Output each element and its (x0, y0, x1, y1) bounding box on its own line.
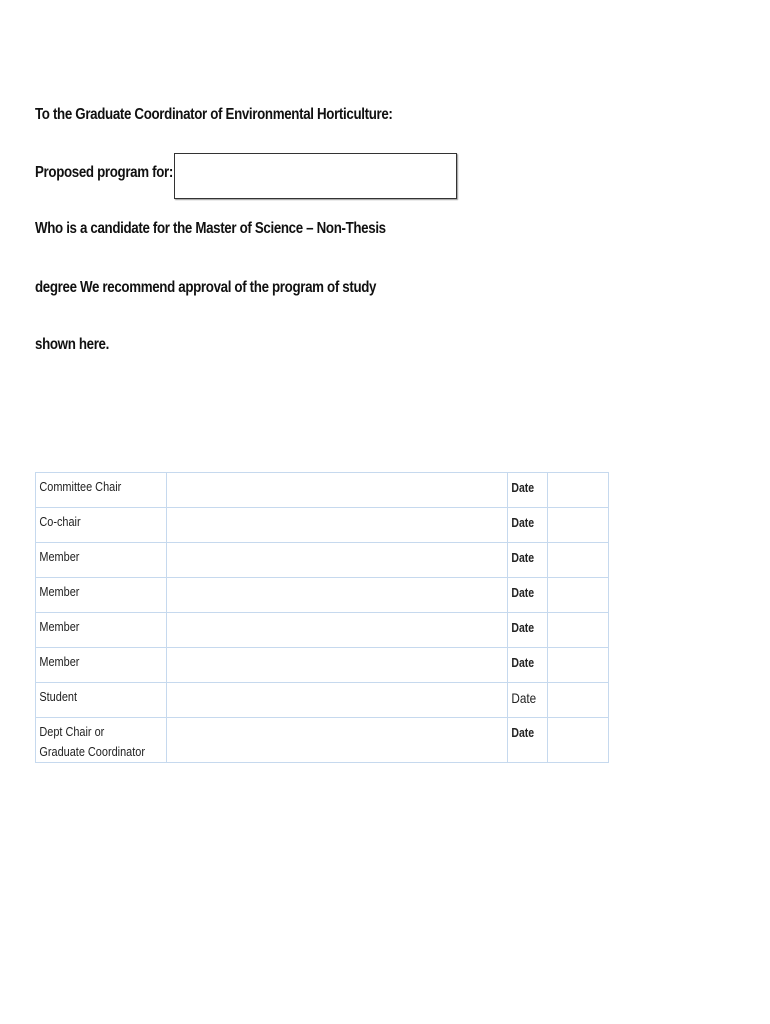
date-label-cell (507, 683, 547, 718)
role-label-line-1: Dept Chair or (39, 724, 105, 739)
date-label-cell (507, 718, 547, 763)
signature-row-member (36, 578, 609, 613)
signature-row-member (36, 543, 609, 578)
role-cell (36, 508, 167, 543)
date-field[interactable] (547, 648, 608, 683)
date-label-cell (507, 473, 547, 508)
signature-field[interactable] (166, 648, 507, 683)
date-field[interactable] (547, 508, 608, 543)
date-field[interactable] (547, 473, 608, 508)
signature-field[interactable] (166, 543, 507, 578)
date-label-cell (507, 578, 547, 613)
date-field[interactable] (547, 613, 608, 648)
date-field[interactable] (547, 543, 608, 578)
role-cell (36, 718, 167, 763)
role-label-line-2: Graduate Coordinator (39, 744, 145, 759)
role-label: Member (39, 549, 80, 564)
date-label: Date (511, 586, 534, 600)
date-label-cell (507, 613, 547, 648)
date-label: Date (511, 726, 534, 740)
role-label: Member (39, 619, 80, 634)
signature-row-dept-chair (36, 718, 609, 763)
date-field[interactable] (547, 683, 608, 718)
role-cell (36, 648, 167, 683)
date-label-cell (507, 543, 547, 578)
signature-field[interactable] (166, 508, 507, 543)
date-label: Date (511, 621, 534, 635)
body-line-3: shown here. (35, 336, 110, 353)
signature-table (35, 472, 609, 763)
signature-field[interactable] (166, 613, 507, 648)
role-label: Member (39, 584, 80, 599)
signature-row-co-chair (36, 508, 609, 543)
signature-field[interactable] (166, 718, 507, 763)
proposed-program-field[interactable] (174, 153, 457, 199)
date-label: Date (511, 516, 534, 530)
signature-field[interactable] (166, 473, 507, 508)
date-label-cell (507, 508, 547, 543)
role-cell (36, 543, 167, 578)
signature-field[interactable] (166, 578, 507, 613)
date-label: Date (511, 481, 534, 495)
addressee-heading: To the Graduate Coordinator of Environmental Horticulture: (35, 106, 393, 123)
date-field[interactable] (547, 718, 608, 763)
role-label: Member (39, 654, 80, 669)
signature-row-member (36, 613, 609, 648)
role-label: Student (39, 689, 78, 704)
signature-row-student (36, 683, 609, 718)
date-label: Date (511, 656, 534, 670)
body-line-1: Who is a candidate for the Master of Science – Non-Thesis (35, 220, 386, 237)
signature-row-committee-chair (36, 473, 609, 508)
proposed-program-label: Proposed program for: (35, 164, 173, 181)
role-cell (36, 613, 167, 648)
date-label-cell (507, 648, 547, 683)
role-cell (36, 473, 167, 508)
body-line-2: degree We recommend approval of the program of study (35, 279, 377, 296)
signature-row-member (36, 648, 609, 683)
role-cell (36, 683, 167, 718)
date-label: Date (511, 690, 536, 706)
role-cell (36, 578, 167, 613)
role-label: Co-chair (39, 514, 81, 529)
signature-field[interactable] (166, 683, 507, 718)
date-label: Date (511, 551, 534, 565)
role-label: Committee Chair (39, 479, 122, 494)
date-field[interactable] (547, 578, 608, 613)
